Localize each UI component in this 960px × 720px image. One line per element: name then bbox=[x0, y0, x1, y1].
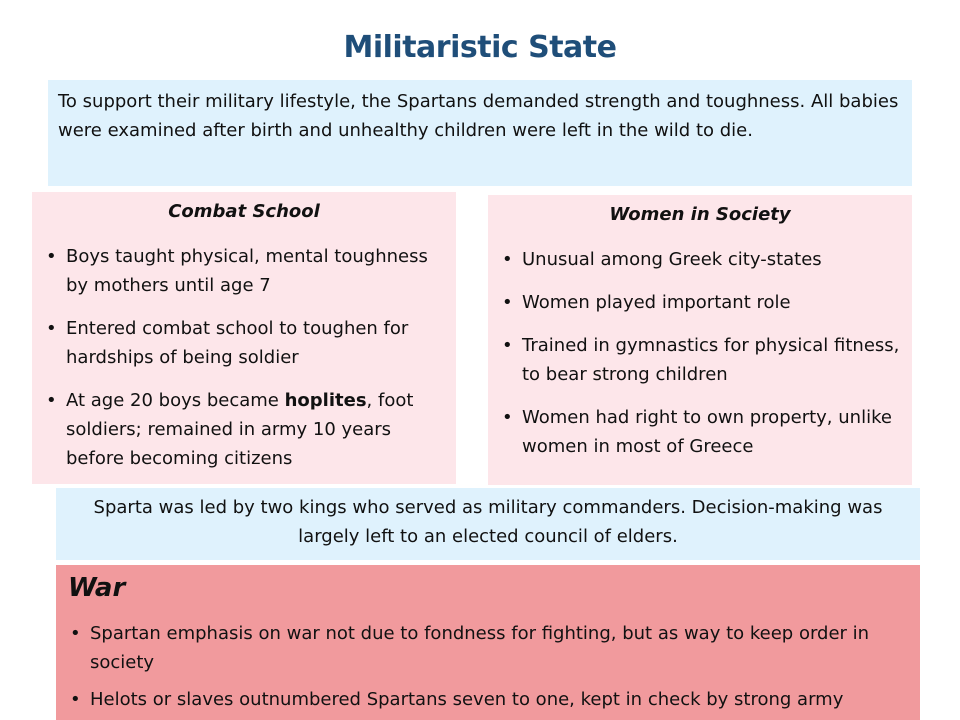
kings-box bbox=[56, 488, 920, 560]
bullet-icon: • bbox=[46, 246, 57, 267]
list-item-text: Unusual among Greek city-states bbox=[522, 249, 822, 270]
kings-text: Sparta was led by two kings who served as military commanders. Decision-making was largely left to an elected council of elders. bbox=[93, 497, 883, 547]
women-in-society-heading: Women in Society bbox=[609, 204, 791, 225]
list-item bbox=[44, 242, 444, 300]
list-item-text-part: , foot soldiers; remained in army 10 years before becoming citizens bbox=[66, 390, 414, 469]
bullet-icon: • bbox=[70, 689, 81, 710]
list-item bbox=[500, 245, 900, 274]
bullet-icon: • bbox=[502, 335, 513, 356]
list-item-text: Trained in gymnastics for physical fitness, to bear strong children bbox=[522, 335, 900, 385]
bullet-icon: • bbox=[502, 292, 513, 313]
list-item-text: Women had right to own property, unlike women in most of Greece bbox=[522, 407, 892, 457]
combat-school-panel bbox=[32, 192, 456, 484]
list-item bbox=[500, 288, 900, 317]
list-item bbox=[44, 386, 444, 473]
hoplites-term: hoplites bbox=[284, 390, 367, 411]
women-in-society-panel bbox=[488, 195, 912, 485]
war-panel bbox=[56, 565, 920, 720]
list-item bbox=[500, 403, 900, 461]
list-item-text: Entered combat school to toughen for hardships of being soldier bbox=[66, 318, 409, 368]
list-item-text: Spartan emphasis on war not due to fondness for fighting, but as way to keep order in society bbox=[90, 623, 870, 673]
page-title: Militaristic State bbox=[343, 30, 617, 65]
bullet-icon: • bbox=[70, 623, 81, 644]
intro-box bbox=[48, 80, 912, 186]
intro-text: To support their military lifestyle, the Spartans demanded strength and toughness. All babies were examined after birth and unhealthy children were left in the wild to die. bbox=[58, 91, 899, 141]
war-heading: War bbox=[68, 573, 126, 603]
bullet-icon: • bbox=[46, 390, 57, 411]
list-item bbox=[44, 314, 444, 372]
list-item-text: Boys taught physical, mental toughness by mothers until age 7 bbox=[66, 246, 428, 296]
bullet-icon: • bbox=[502, 407, 513, 428]
bullet-icon: • bbox=[502, 249, 513, 270]
list-item-text: Helots or slaves outnumbered Spartans seven to one, kept in check by strong army bbox=[90, 689, 844, 710]
combat-school-heading: Combat School bbox=[168, 201, 320, 222]
list-item bbox=[68, 685, 908, 714]
list-item-text-part: At age 20 boys became bbox=[66, 390, 285, 411]
list-item bbox=[500, 331, 900, 389]
list-item bbox=[68, 619, 908, 677]
list-item-text: Women played important role bbox=[522, 292, 791, 313]
combat-school-list bbox=[44, 242, 444, 473]
women-in-society-list bbox=[500, 245, 900, 461]
bullet-icon: • bbox=[46, 318, 57, 339]
war-list bbox=[68, 619, 908, 714]
